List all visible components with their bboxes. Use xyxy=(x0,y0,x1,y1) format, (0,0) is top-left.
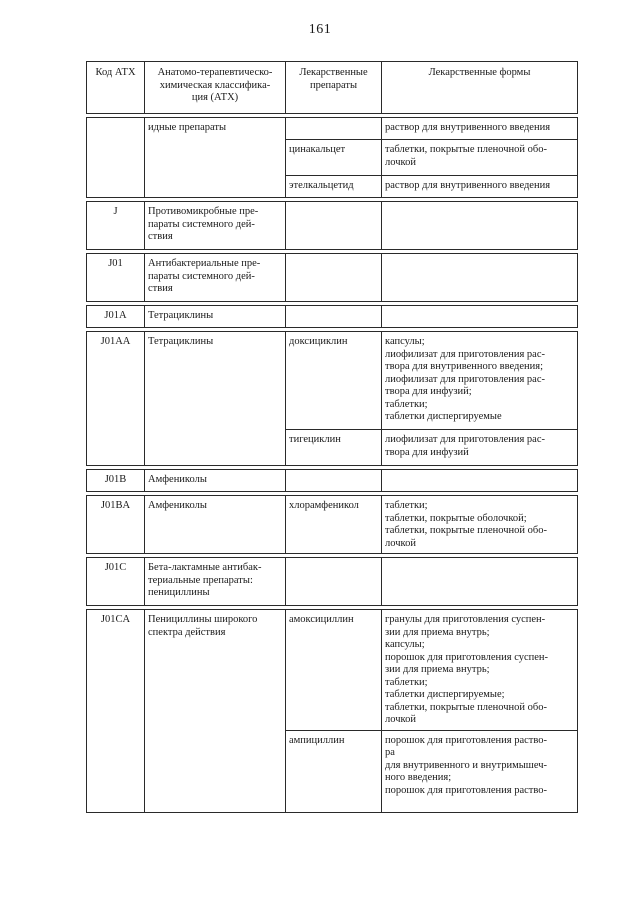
forms-cell: таблетки; таблетки, покрытые оболочкой; таблетки, покрытые пленочной обо- лочкой xyxy=(382,496,578,554)
forms-cell xyxy=(382,202,578,250)
forms-cell xyxy=(382,306,578,328)
forms-cell: раствор для внутривенного введения xyxy=(382,118,578,140)
drug-cell xyxy=(286,306,382,328)
classification-cell: идные препараты xyxy=(145,118,286,198)
table-row xyxy=(87,306,578,328)
forms-cell: таблетки, покрытые пленочной обо- лочкой xyxy=(382,140,578,176)
drug-cell xyxy=(286,254,382,302)
forms-cell xyxy=(382,470,578,492)
code-cell: J01A xyxy=(87,306,145,328)
classification-cell: Бета-лактамные антибак- териальные препараты: пенициллины xyxy=(145,558,286,606)
code-cell: J01CA xyxy=(87,610,145,813)
drug-cell xyxy=(286,118,382,140)
classification-cell: Антибактериальные пре- параты системного дей- ствия xyxy=(145,254,286,302)
code-cell: J xyxy=(87,202,145,250)
code-cell: J01BA xyxy=(87,496,145,554)
header-drugs: Лекарственные препараты xyxy=(286,62,382,114)
classification-cell: Противомикробные пре- параты системного дей- ствия xyxy=(145,202,286,250)
drug-cell xyxy=(286,470,382,492)
header-forms: Лекарственные формы xyxy=(382,62,578,114)
forms-cell: гранулы для приготовления суспен- зии для приема внутрь; капсулы; порошок для приготовления суспен- зии для приема внутрь; таблетки; таблетки диспергируемые; таблетки, покрытые пленочной обо- лочкой xyxy=(382,610,578,731)
table-row xyxy=(87,254,578,302)
forms-cell xyxy=(382,254,578,302)
drug-cell: ампициллин xyxy=(286,730,382,812)
forms-cell: капсулы; лиофилизат для приготовления рас- твора для внутривенного введения; лиофилизат для приготовления рас- твора для инфузий; таблетки; таблетки диспергируемые xyxy=(382,332,578,430)
drug-cell: хлорамфеникол xyxy=(286,496,382,554)
drug-cell: амоксициллин xyxy=(286,610,382,731)
atx-table xyxy=(86,61,578,813)
header-classification: Анатомо-терапевтическо- химическая классифика- ция (АТХ) xyxy=(145,62,286,114)
classification-cell: Амфениколы xyxy=(145,496,286,554)
forms-cell: порошок для приготовления раство- ра для внутривенного и внутримышеч- ного введения; порошок для приготовления раство- xyxy=(382,730,578,812)
forms-cell xyxy=(382,558,578,606)
forms-cell: раствор для внутривенного введения xyxy=(382,176,578,198)
table-row xyxy=(87,496,578,554)
code-cell: J01C xyxy=(87,558,145,606)
table-row xyxy=(87,558,578,606)
table-row xyxy=(87,610,578,731)
code-cell: J01 xyxy=(87,254,145,302)
classification-cell: Пенициллины широкого спектра действия xyxy=(145,610,286,813)
page-number: 161 xyxy=(308,22,332,37)
drug-cell xyxy=(286,558,382,606)
table-row xyxy=(87,470,578,492)
header-code: Код АТХ xyxy=(87,62,145,114)
drug-cell: доксициклин xyxy=(286,332,382,430)
table-row xyxy=(87,118,578,140)
drug-cell: тигециклин xyxy=(286,430,382,466)
drug-cell: этелкальцетид xyxy=(286,176,382,198)
code-cell xyxy=(87,118,145,198)
table-row xyxy=(87,202,578,250)
table-row xyxy=(87,332,578,430)
code-cell: J01B xyxy=(87,470,145,492)
forms-cell: лиофилизат для приготовления рас- твора для инфузий xyxy=(382,430,578,466)
code-cell: J01AA xyxy=(87,332,145,466)
classification-cell: Тетрациклины xyxy=(145,332,286,466)
classification-cell: Тетрациклины xyxy=(145,306,286,328)
table-header-row xyxy=(87,62,578,114)
drug-cell xyxy=(286,202,382,250)
drug-cell: цинакальцет xyxy=(286,140,382,176)
classification-cell: Амфениколы xyxy=(145,470,286,492)
